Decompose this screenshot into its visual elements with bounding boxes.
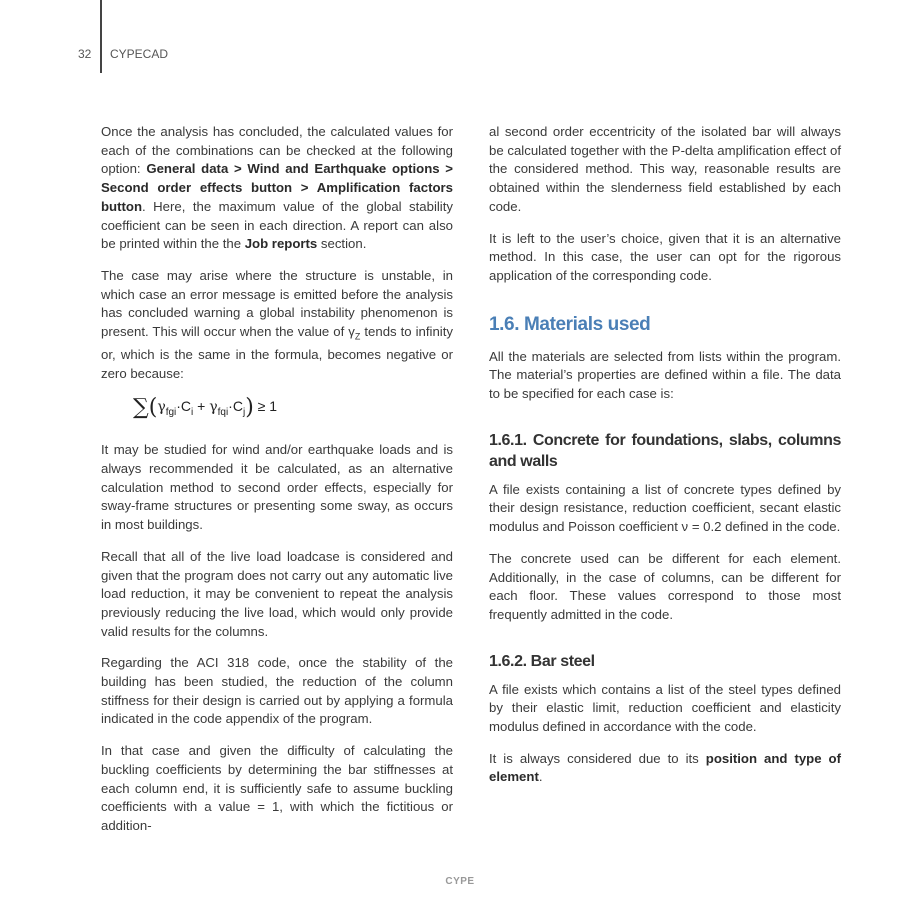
paragraph	[489, 750, 841, 787]
text: section.	[317, 236, 367, 252]
text: .	[538, 769, 543, 785]
header-rule	[100, 0, 102, 73]
text: . Here, the maximum value of the global stability coefficient can be seen in each direction. A report can also be printed within the the	[101, 198, 453, 252]
footer-brand: CYPE	[445, 876, 475, 887]
page-number: 32	[78, 47, 92, 61]
term: ·C	[176, 397, 192, 414]
operator: +	[193, 397, 210, 414]
subscript: j	[242, 406, 246, 418]
right-column	[489, 123, 841, 800]
gamma: γ	[157, 398, 166, 415]
paragraph: Recall that all of the live load loadcase is considered and given that the program does not carry out any automatic live load reduction, it may be convenient to repeat the analysis previously reducing the live load, which would only provide valid results for the columns.	[101, 548, 453, 639]
subsection-heading: 1.6.1. Concrete for foundations, slabs, columns and walls	[489, 431, 841, 470]
paren: (	[148, 394, 158, 420]
paragraph: A file exists containing a list of concrete types defined by their design resistance, reduction coefficient, secant elastic modulus and Poisson coefficient ν = 0.2 defined in the code.	[489, 481, 841, 535]
subscript: fqi	[217, 406, 229, 418]
paragraph: al second order eccentricity of the isolated bar will always be calculated together with the P-delta amplification effect of the considered method. This way, reasonable results are obtained within the slenderness field established by each code.	[489, 124, 841, 214]
subscript: i	[191, 406, 194, 418]
subscript: fgi	[165, 406, 177, 418]
job-reports-ref: Job reports	[244, 236, 318, 252]
running-title: CYPECAD	[110, 47, 169, 61]
paragraph: All the materials are selected from lists within the program. The material’s properties are defined within a file. The data to be specified for each case is:	[489, 348, 841, 402]
bold-text: position and type of element	[489, 750, 842, 785]
text: Once the analysis has concluded, the calculated values for each of the combinations can be checked at the following option:	[101, 124, 453, 177]
relation: ≥ 1	[253, 397, 278, 414]
paragraph: A file exists which contains a list of the steel types defined by their elastic limit, reduction coefficient and elasticity modulus defined in accordance with the code.	[489, 681, 841, 735]
text: It is always considered due to its	[489, 750, 706, 766]
section-heading: 1.6. Materials used	[489, 313, 651, 335]
paragraph	[101, 267, 453, 384]
paragraph	[101, 123, 453, 254]
paragraph: It may be studied for wind and/or earthquake loads and is always recommended it be calculated, as an alternative calculation method to second order effects, especially for sway-frame structures or presenting some sway, as occurs in most buildings.	[101, 442, 453, 533]
menu-path: General data > Wind and Earthquake options > Second order effects button > Amplification factors button	[101, 161, 454, 214]
paragraph: Regarding the ACI 318 code, once the stability of the building has been studied, the reduction of the column stiffness for their design is carried out by applying a formula indicated in the code appendix of the program.	[101, 655, 453, 727]
stability-formula	[133, 394, 453, 423]
subscript: Z	[354, 331, 361, 342]
subsection-heading: 1.6.2. Bar steel	[489, 652, 595, 670]
paragraph: It is left to the user’s choice, given that it is an alternative method. In this case, the user can opt for the rigorous application of the corresponding code.	[489, 230, 841, 283]
paren: )	[245, 394, 254, 420]
paragraph: In that case and given the difficulty of calculating the buckling coefficients by determining the bar stiffnesses at each column end, it is sufficiently safe to assume buckling coefficients with a value = 1, with which the fictitious or addition-	[101, 743, 453, 833]
paragraph: The concrete used can be different for each element. Additionally, in the case of columns, can be different for each floor. These values correspond to those most frequently admitted in the code.	[489, 550, 841, 622]
text: tends to infinity or, which is the same in the formula, becomes negative or zero because:	[101, 324, 453, 382]
left-column	[101, 123, 453, 849]
sum-symbol: ∑	[133, 394, 149, 420]
gamma: γ	[209, 398, 218, 415]
text: The case may arise where the structure is unstable, in which case an error message is emitted before the analysis has concluded warning a global instability phenomenon is present. This will occur when the value of γ	[101, 267, 453, 340]
term: ·C	[228, 397, 243, 414]
